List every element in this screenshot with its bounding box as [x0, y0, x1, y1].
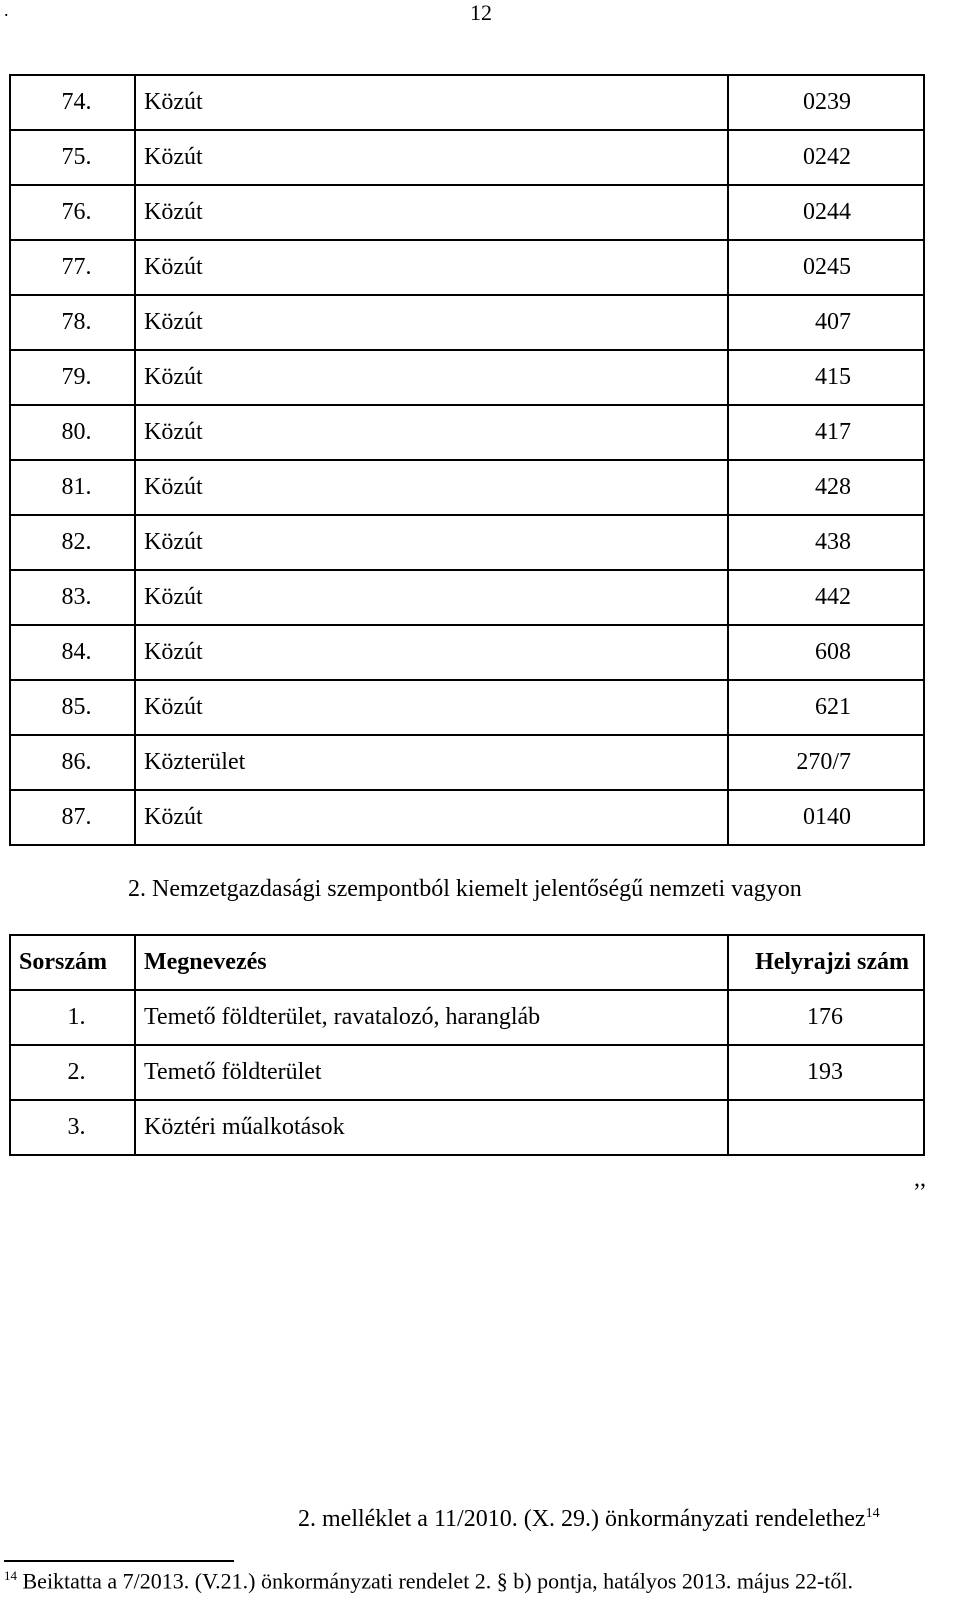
- row-name: Közút: [135, 75, 728, 130]
- column-header-lot-number: Helyrajzi szám: [728, 935, 924, 990]
- table-row: [10, 295, 924, 350]
- row-lot-number: 608: [728, 625, 924, 680]
- row-number: 2.: [10, 1045, 135, 1100]
- table-header-row: [10, 935, 924, 990]
- page-number: 12: [470, 0, 492, 25]
- annex-text: 2. melléklet a 11/2010. (X. 29.) önkormányzati rendelethez: [298, 1506, 866, 1532]
- row-lot-number: 428: [728, 460, 924, 515]
- table-row: [10, 990, 924, 1045]
- table-row: [10, 570, 924, 625]
- row-lot-number: 0140: [728, 790, 924, 845]
- table-row: [10, 460, 924, 515]
- row-number: 87.: [10, 790, 135, 845]
- footnote-marker: 14: [865, 1506, 880, 1521]
- column-header-number: Sorszám: [10, 935, 135, 990]
- row-lot-number: 442: [728, 570, 924, 625]
- section-title: 2. Nemzetgazdasági szempontból kiemelt jelentőségű nemzeti vagyon: [128, 876, 802, 902]
- table-row: [10, 350, 924, 405]
- row-lot-number: 193: [728, 1045, 924, 1100]
- row-lot-number: 407: [728, 295, 924, 350]
- table-row: [10, 240, 924, 295]
- row-lot-number: 176: [728, 990, 924, 1045]
- row-lot-number: 0239: [728, 75, 924, 130]
- row-lot-number: 417: [728, 405, 924, 460]
- row-name: Közút: [135, 460, 728, 515]
- row-name: Közút: [135, 240, 728, 295]
- row-number: 82.: [10, 515, 135, 570]
- row-number: 77.: [10, 240, 135, 295]
- row-number: 84.: [10, 625, 135, 680]
- row-name: Közút: [135, 680, 728, 735]
- table-row: [10, 625, 924, 680]
- row-name: Közút: [135, 405, 728, 460]
- row-name: Közterület: [135, 735, 728, 790]
- row-lot-number: [728, 1100, 924, 1155]
- row-lot-number: 415: [728, 350, 924, 405]
- table-row: [10, 130, 924, 185]
- row-number: 83.: [10, 570, 135, 625]
- table-row: [10, 185, 924, 240]
- property-table-2: [9, 934, 925, 1156]
- page-dot: .: [4, 0, 9, 20]
- table-row: [10, 1100, 924, 1155]
- table-row: [10, 1045, 924, 1100]
- row-name: Közút: [135, 570, 728, 625]
- row-lot-number: 270/7: [728, 735, 924, 790]
- table-row: [10, 405, 924, 460]
- closing-quote: ,,: [914, 1166, 926, 1192]
- table-row: [10, 735, 924, 790]
- row-lot-number: 0245: [728, 240, 924, 295]
- row-lot-number: 621: [728, 680, 924, 735]
- footnote: [4, 1568, 853, 1594]
- row-name: Közút: [135, 790, 728, 845]
- row-name: Közút: [135, 185, 728, 240]
- column-header-name: Megnevezés: [135, 935, 728, 990]
- row-name: Közút: [135, 295, 728, 350]
- row-number: 86.: [10, 735, 135, 790]
- row-name: Közút: [135, 625, 728, 680]
- row-name: Temető földterület: [135, 1045, 728, 1100]
- row-name: Temető földterület, ravatalozó, harangláb: [135, 990, 728, 1045]
- table-row: [10, 790, 924, 845]
- table-row: [10, 515, 924, 570]
- row-number: 1.: [10, 990, 135, 1045]
- row-number: 85.: [10, 680, 135, 735]
- row-name: Közút: [135, 130, 728, 185]
- row-number: 80.: [10, 405, 135, 460]
- row-lot-number: 438: [728, 515, 924, 570]
- row-name: Köztéri műalkotások: [135, 1100, 728, 1155]
- footnote-separator: [4, 1560, 234, 1562]
- table-row: [10, 680, 924, 735]
- row-name: Közút: [135, 515, 728, 570]
- row-number: 76.: [10, 185, 135, 240]
- property-table-1: [9, 74, 925, 846]
- annex-title: [298, 1506, 880, 1533]
- row-number: 81.: [10, 460, 135, 515]
- footnote-number: 14: [4, 1568, 17, 1583]
- row-number: 74.: [10, 75, 135, 130]
- row-number: 3.: [10, 1100, 135, 1155]
- row-lot-number: 0242: [728, 130, 924, 185]
- row-lot-number: 0244: [728, 185, 924, 240]
- row-name: Közút: [135, 350, 728, 405]
- row-number: 75.: [10, 130, 135, 185]
- footnote-text: Beiktatta a 7/2013. (V.21.) önkormányzati rendelet 2. § b) pontja, hatályos 2013. május 22-től.: [17, 1568, 854, 1594]
- row-number: 78.: [10, 295, 135, 350]
- row-number: 79.: [10, 350, 135, 405]
- table-row: [10, 75, 924, 130]
